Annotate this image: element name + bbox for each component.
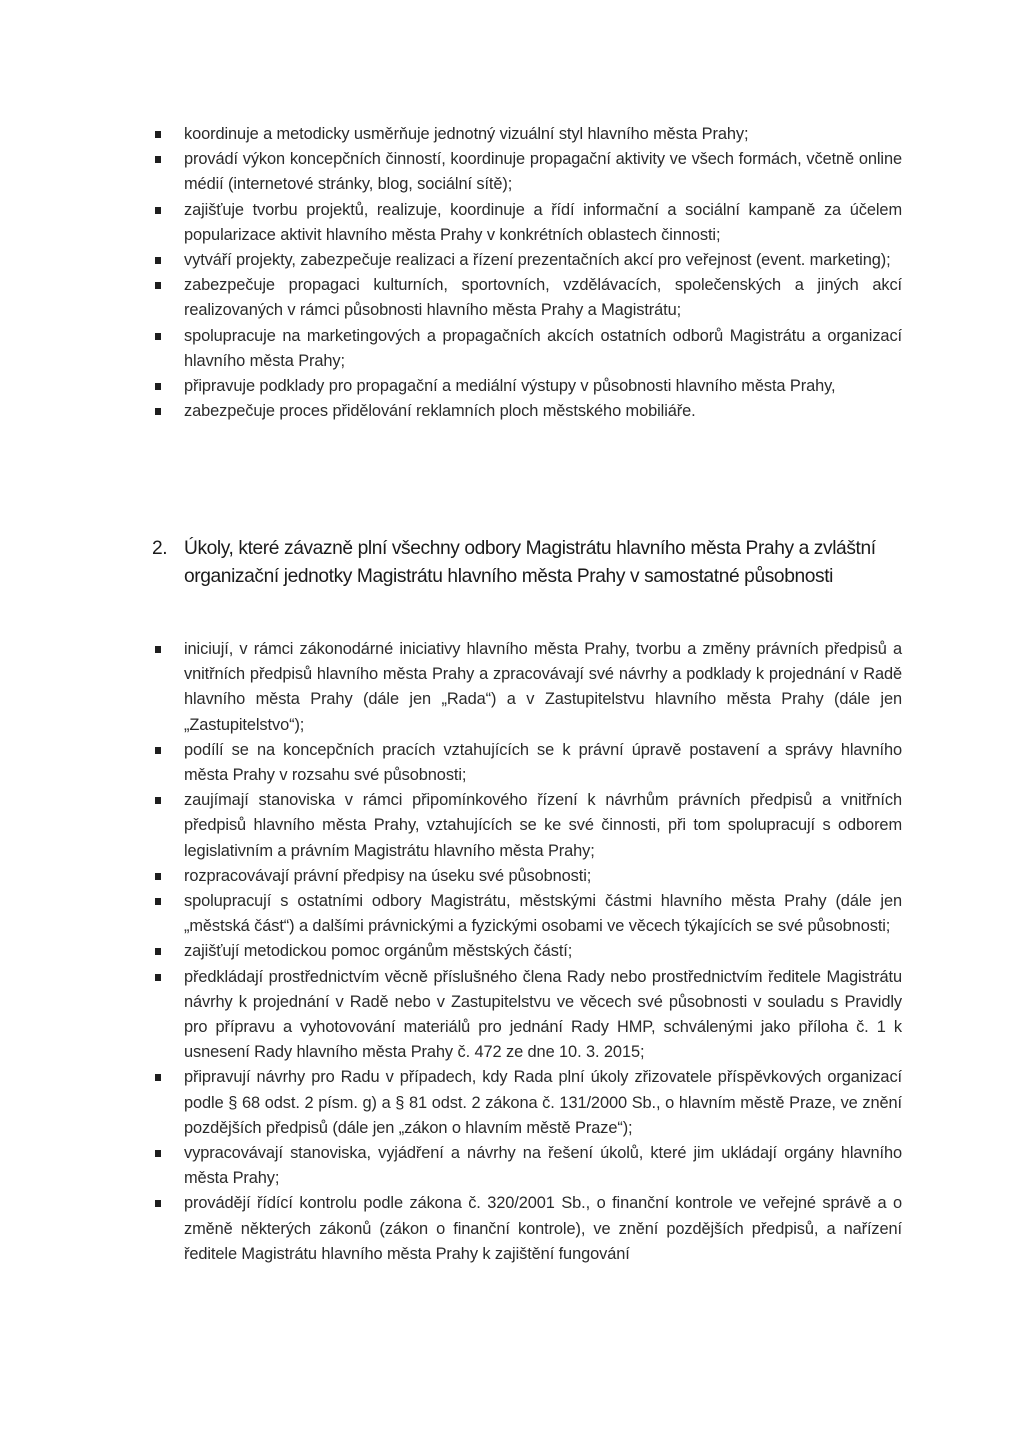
list-item: předkládají prostřednictvím věcně příslušného člena Rady nebo prostřednictvím ředitele Magistrátu návrhy k projednání v Radě nebo v Zastupitelstvu ve věcech své působnosti v souladu s Pravidly pro přípravu a vyhotovování materiálů pro jednání Rady HMP, schválenými jako příloha č. 1 k usnesení Rady hlavního města Prahy č. 472 ze dne 10. 3. 2015; [155,965,902,1066]
responsibilities-list [155,122,902,424]
square-bullet-icon [155,1074,161,1081]
square-bullet-icon [155,282,161,289]
list-item: koordinuje a metodicky usměrňuje jednotný vizuální styl hlavního města Prahy; [155,122,902,147]
list-item: zajišťují metodickou pomoc orgánům městských částí; [155,939,902,964]
square-bullet-icon [155,873,161,880]
square-bullet-icon [155,408,161,415]
list-item: zabezpečuje proces přidělování reklamních ploch městského mobiliáře. [155,399,902,424]
square-bullet-icon [155,383,161,390]
list-item: spolupracují s ostatními odbory Magistrátu, městskými částmi hlavního města Prahy (dále jen „městská část“) a dalšími právnickými a fyzickými osobami ve věcech týkajících se své působnosti; [155,889,902,939]
list-item: rozpracovávají právní předpisy na úseku své působnosti; [155,864,902,889]
list-item: vypracovávají stanoviska, vyjádření a návrhy na řešení úkolů, které jim ukládají orgány hlavního města Prahy; [155,1141,902,1191]
list-item: provádějí řídící kontrolu podle zákona č. 320/2001 Sb., o finanční kontrole ve veřejné správě a o změně některých zákonů (zákon o finanční kontrole), ve znění pozdějších předpisů, a nařízení ředitele Magistrátu hlavního města Prahy k zajištění fungování [155,1191,902,1267]
square-bullet-icon [155,898,161,905]
square-bullet-icon [155,1200,161,1207]
square-bullet-icon [155,974,161,981]
square-bullet-icon [155,948,161,955]
list-item: zabezpečuje propagaci kulturních, sportovních, vzdělávacích, společenských a jiných akcí realizovaných v rámci působnosti hlavního města Prahy a Magistrátu; [155,273,902,323]
list-item: připravují návrhy pro Radu v případech, kdy Rada plní úkoly zřizovatele příspěvkových organizací podle § 68 odst. 2 písm. g) a § 81 odst. 2 zákona č. 131/2000 Sb., o hlavním městě Praze, ve znění pozdějších předpisů (dále jen „zákon o hlavním městě Praze“); [155,1065,902,1141]
section-title: Úkoly, které závazně plní všechny odbory Magistrátu hlavního města Prahy a zvláštní organizační jednotky Magistrátu hlavního města Prahy v samostatné působnosti [184,538,876,587]
square-bullet-icon [155,646,161,653]
square-bullet-icon [155,156,161,163]
square-bullet-icon [155,131,161,138]
square-bullet-icon [155,1150,161,1157]
list-item: vytváří projekty, zabezpečuje realizaci a řízení prezentačních akcí pro veřejnost (event. marketing); [155,248,902,273]
list-item: spolupracuje na marketingových a propagačních akcích ostatních odborů Magistrátu a organizací hlavního města Prahy; [155,324,902,374]
section-number: 2. [152,538,168,559]
square-bullet-icon [155,747,161,754]
list-item: podílí se na koncepčních pracích vztahujících se k právní úpravě postavení a správy hlavního města Prahy v rozsahu své působnosti; [155,738,902,788]
list-item: iniciují, v rámci zákonodárné iniciativy hlavního města Prahy, tvorbu a změny právních předpisů a vnitřních předpisů hlavního města Prahy a zpracovávají své návrhy a podklady k projednání v Radě hlavního města Prahy (dále jen „Rada“) a v Zastupitelstvu hlavního města Prahy (dále jen „Zastupitelstvo“); [155,637,902,738]
square-bullet-icon [155,333,161,340]
duties-list [155,637,902,1267]
list-item: zajišťuje tvorbu projektů, realizuje, koordinuje a řídí informační a sociální kampaně za účelem popularizace aktivit hlavního města Prahy v konkrétních oblastech činnosti; [155,198,902,248]
list-item: provádí výkon koncepčních činností, koordinuje propagační aktivity ve všech formách, včetně online médií (internetové stránky, blog, sociální sítě); [155,147,902,197]
section-heading [152,535,902,590]
square-bullet-icon [155,207,161,214]
square-bullet-icon [155,797,161,804]
list-item: připravuje podklady pro propagační a mediální výstupy v působnosti hlavního města Prahy, [155,374,902,399]
list-item: zaujímají stanoviska v rámci připomínkového řízení k návrhům právních předpisů a vnitřních předpisů hlavního města Prahy, vztahujících se ke své činnosti, při tom spolupracují s odborem legislativním a právním Magistrátu hlavního města Prahy; [155,788,902,864]
square-bullet-icon [155,257,161,264]
